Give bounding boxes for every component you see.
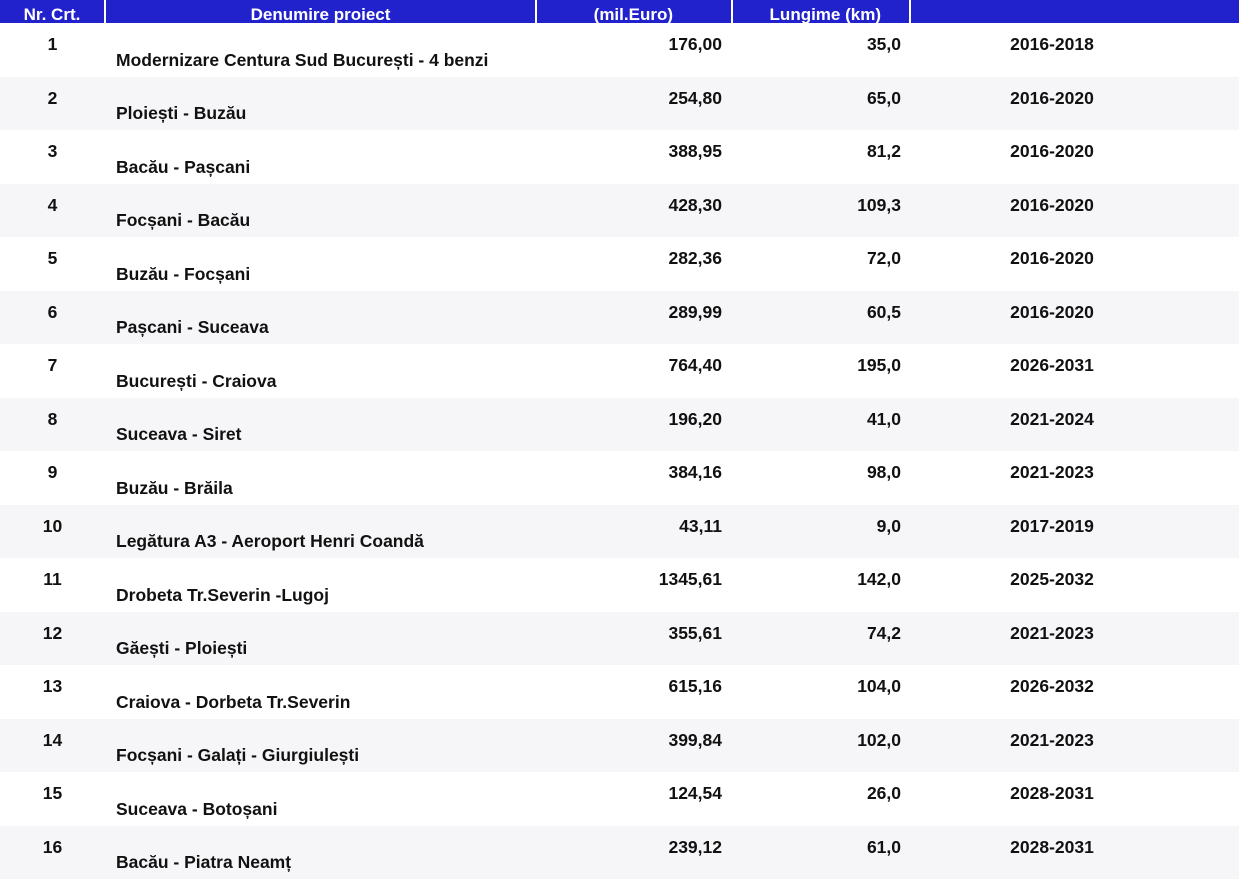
cell-length: 41,0	[732, 398, 910, 452]
header-cost: (mil.Euro)	[536, 0, 732, 23]
cell-cost: 254,80	[536, 77, 732, 131]
cell-project-name: Focșani - Galați - Giurgiulești	[105, 719, 536, 773]
table-row	[0, 398, 1239, 452]
cell-nr: 14	[0, 719, 105, 773]
cell-nr: 13	[0, 665, 105, 719]
cell-length: 98,0	[732, 451, 910, 505]
cell-project-name: Ploiești - Buzău	[105, 77, 536, 131]
table-row	[0, 184, 1239, 238]
table-row	[0, 130, 1239, 184]
cell-period: 2016-2018	[910, 23, 1239, 77]
cell-project-name: Drobeta Tr.Severin -Lugoj	[105, 558, 536, 612]
cell-period: 2021-2023	[910, 451, 1239, 505]
cell-period: 2028-2031	[910, 772, 1239, 826]
table-row	[0, 665, 1239, 719]
cell-period: 2028-2031	[910, 826, 1239, 879]
cell-cost: 1345,61	[536, 558, 732, 612]
cell-nr: 12	[0, 612, 105, 666]
table-row	[0, 772, 1239, 826]
cell-nr: 4	[0, 184, 105, 238]
cell-project-name: Pașcani - Suceava	[105, 291, 536, 345]
cell-length: 74,2	[732, 612, 910, 666]
cell-nr: 8	[0, 398, 105, 452]
table-body	[0, 23, 1239, 879]
cell-period: 2016-2020	[910, 77, 1239, 131]
cell-length: 102,0	[732, 719, 910, 773]
cell-nr: 1	[0, 23, 105, 77]
cell-cost: 384,16	[536, 451, 732, 505]
cell-length: 195,0	[732, 344, 910, 398]
table-row	[0, 826, 1239, 879]
cell-length: 81,2	[732, 130, 910, 184]
cell-cost: 282,36	[536, 237, 732, 291]
cell-project-name: Suceava - Siret	[105, 398, 536, 452]
table-row	[0, 451, 1239, 505]
cell-period: 2016-2020	[910, 291, 1239, 345]
cell-period: 2021-2023	[910, 612, 1239, 666]
header-name: Denumire proiect	[105, 0, 536, 23]
table-row	[0, 344, 1239, 398]
cell-cost: 428,30	[536, 184, 732, 238]
table-row	[0, 23, 1239, 77]
cell-nr: 3	[0, 130, 105, 184]
cell-length: 72,0	[732, 237, 910, 291]
table-row	[0, 719, 1239, 773]
cell-period: 2026-2032	[910, 665, 1239, 719]
cell-project-name: Buzău - Focșani	[105, 237, 536, 291]
cell-length: 65,0	[732, 77, 910, 131]
header-nr: Nr. Crt.	[0, 0, 105, 23]
cell-cost: 124,54	[536, 772, 732, 826]
cell-nr: 11	[0, 558, 105, 612]
cell-project-name: Focșani - Bacău	[105, 184, 536, 238]
cell-period: 2016-2020	[910, 237, 1239, 291]
table-row	[0, 612, 1239, 666]
cell-cost: 176,00	[536, 23, 732, 77]
cell-length: 142,0	[732, 558, 910, 612]
cell-cost: 388,95	[536, 130, 732, 184]
cell-nr: 10	[0, 505, 105, 559]
cell-period: 2026-2031	[910, 344, 1239, 398]
cell-length: 26,0	[732, 772, 910, 826]
header-length: Lungime (km)	[732, 0, 910, 23]
cell-cost: 764,40	[536, 344, 732, 398]
cell-nr: 16	[0, 826, 105, 879]
cell-nr: 15	[0, 772, 105, 826]
cell-length: 35,0	[732, 23, 910, 77]
cell-length: 9,0	[732, 505, 910, 559]
cell-project-name: Bacău - Piatra Neamț	[105, 826, 536, 879]
cell-period: 2016-2020	[910, 184, 1239, 238]
cell-cost: 399,84	[536, 719, 732, 773]
cell-project-name: Suceava - Botoșani	[105, 772, 536, 826]
cell-period: 2021-2024	[910, 398, 1239, 452]
cell-period: 2016-2020	[910, 130, 1239, 184]
cell-cost: 239,12	[536, 826, 732, 879]
cell-cost: 355,61	[536, 612, 732, 666]
cell-cost: 43,11	[536, 505, 732, 559]
cell-length: 109,3	[732, 184, 910, 238]
header-period	[910, 0, 1239, 23]
table-header	[0, 0, 1239, 23]
cell-length: 61,0	[732, 826, 910, 879]
table-row	[0, 558, 1239, 612]
cell-project-name: Găești - Ploiești	[105, 612, 536, 666]
cell-period: 2017-2019	[910, 505, 1239, 559]
table-row	[0, 77, 1239, 131]
table-row	[0, 237, 1239, 291]
cell-cost: 615,16	[536, 665, 732, 719]
cell-project-name: Bacău - Pașcani	[105, 130, 536, 184]
cell-project-name: Modernizare Centura Sud București - 4 benzi	[105, 23, 536, 77]
cell-period: 2025-2032	[910, 558, 1239, 612]
cell-project-name: Buzău - Brăila	[105, 451, 536, 505]
cell-project-name: București - Craiova	[105, 344, 536, 398]
table-row	[0, 291, 1239, 345]
table-row	[0, 505, 1239, 559]
cell-length: 60,5	[732, 291, 910, 345]
cell-length: 104,0	[732, 665, 910, 719]
cell-nr: 5	[0, 237, 105, 291]
header-row	[0, 0, 1239, 23]
cell-project-name: Craiova - Dorbeta Tr.Severin	[105, 665, 536, 719]
cell-nr: 6	[0, 291, 105, 345]
cell-cost: 196,20	[536, 398, 732, 452]
cell-nr: 9	[0, 451, 105, 505]
cell-nr: 2	[0, 77, 105, 131]
cell-cost: 289,99	[536, 291, 732, 345]
cell-period: 2021-2023	[910, 719, 1239, 773]
cell-nr: 7	[0, 344, 105, 398]
cell-project-name: Legătura A3 - Aeroport Henri Coandă	[105, 505, 536, 559]
